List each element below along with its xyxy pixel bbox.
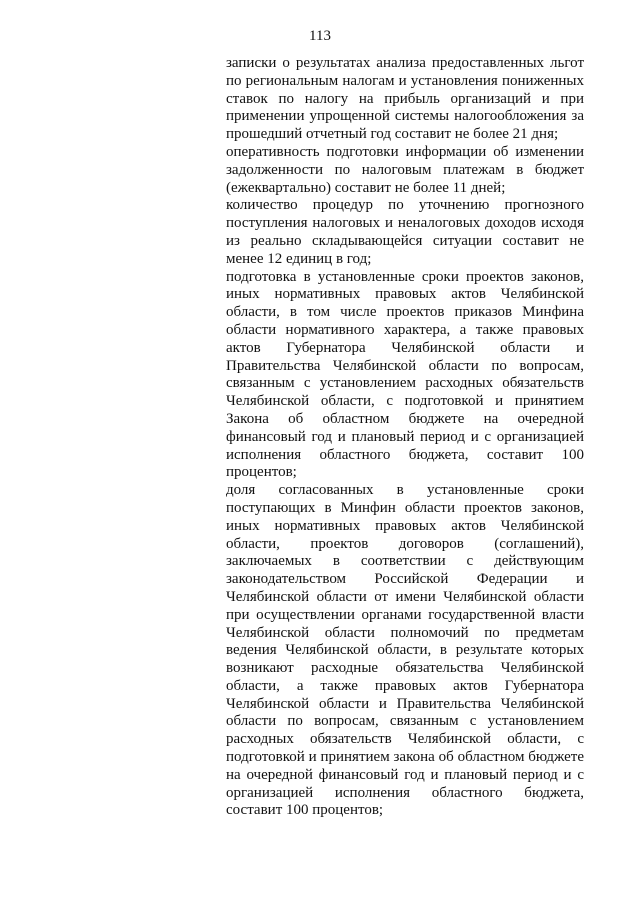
- paragraph-forecast-procedures: количество процедур по уточнению прогнозного поступления налоговых и неналоговых доходов исходя из реально складывающейся ситуации составит не менее 12 единиц в год;: [226, 197, 584, 267]
- paragraph-tax-benefits-note: записки о результатах анализа предоставленных льгот по региональным налогам и установления пониженных ставок по налогу на прибыль организаций и при применении упрощенной системы налогообложения за прошедший отчетный год составит не более 21 дня;: [226, 55, 584, 143]
- paragraph-draft-laws-preparation: подготовка в установленные сроки проектов законов, иных нормативных правовых актов Челябинской области, в том числе проектов приказов Минфина области нормативного характера, а также правовых актов Губернатора Челябинской области и Правительства Челябинской области по вопросам, связанным с установлением расходных обязательств Челябинской области, с подготовкой и принятием Закона об областном бюджете на очередной финансовый год и плановый период и с организацией исполнения областного бюджета, составит 100 процентов;: [226, 268, 584, 481]
- page-number: 113: [309, 28, 331, 44]
- document-body: [226, 55, 584, 820]
- paragraph-debt-info-speed: оперативность подготовки информации об изменении задолженности по налоговым платежам в бюджет (ежеквартально) составит не более 11 дней;: [226, 143, 584, 196]
- paragraph-agreed-drafts-share: доля согласованных в установленные сроки поступающих в Минфин области проектов законов, иных нормативных правовых актов Челябинской области, проектов договоров (соглашений), заключаемых в соответствии с действующим законодательством Российской Федерации и Челябинской области от имени Челябинской области при осуществлении органами государственной власти Челябинской области полномочий по предметам ведения Челябинской области, в результате которых возникают расходные обязательства Челябинской области, а также правовых актов Губернатора Челябинской области и Правительства Челябинской области по вопросам, связанным с установлением расходных обязательств Челябинской области, с подготовкой и принятием закона об областном бюджете на очередной финансовый год и плановый период и с организацией исполнения областного бюджета, составит 100 процентов;: [226, 482, 584, 819]
